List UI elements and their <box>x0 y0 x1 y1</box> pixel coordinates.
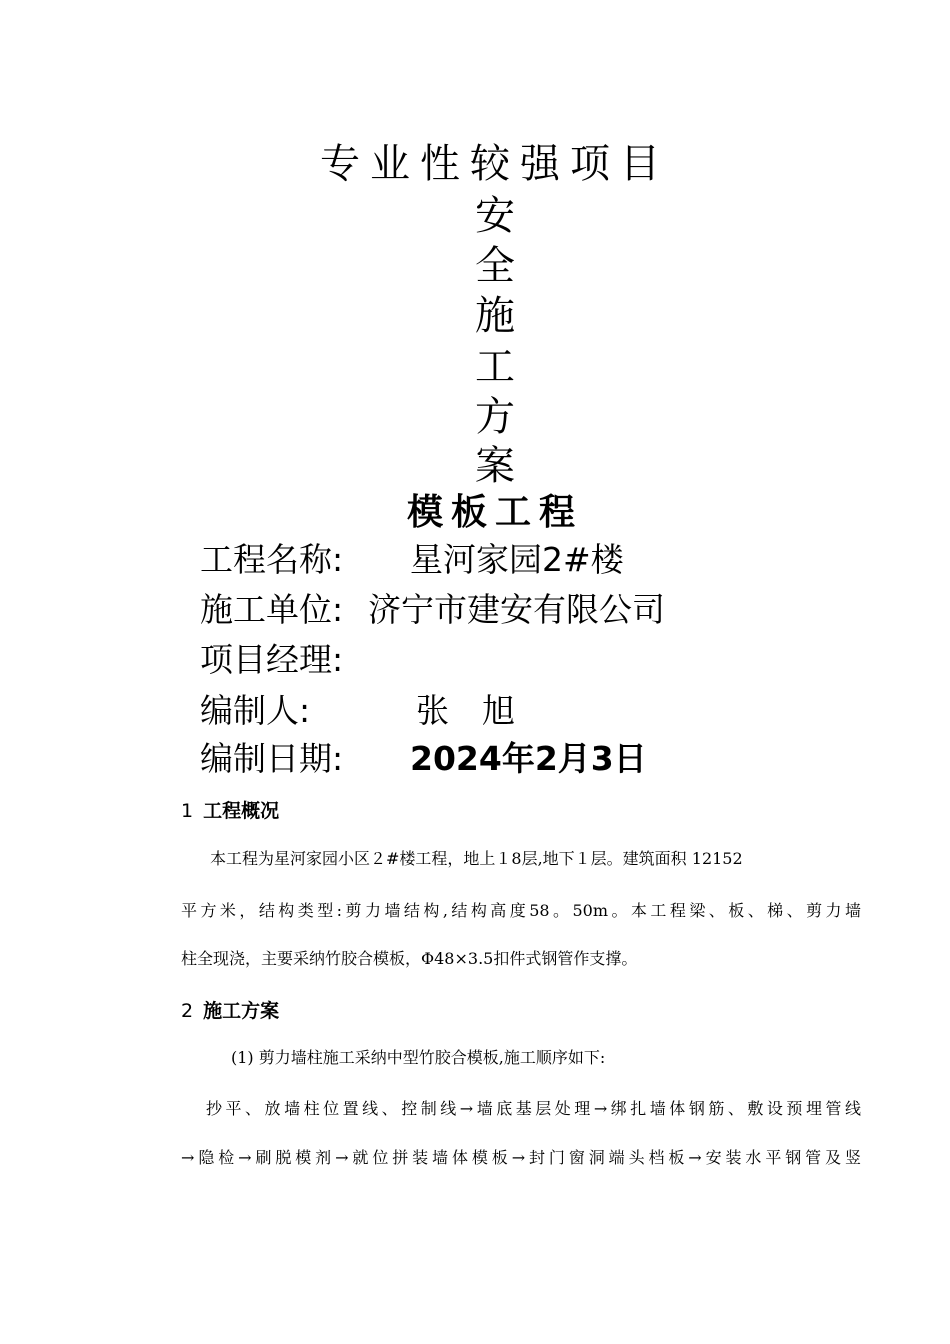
title-vertical-char: 安 <box>475 193 515 239</box>
info-value: 济宁市建安有限公司 <box>368 590 665 629</box>
title-vertical-char: 施 <box>475 293 515 339</box>
title-vertical-char: 方 <box>475 394 515 440</box>
info-label: 工程名称: <box>200 540 344 579</box>
info-label: 项目经理: <box>200 640 344 679</box>
info-value: 张 旭 <box>416 691 515 730</box>
title-vertical-char: 案 <box>475 443 515 489</box>
info-label: 编制日期: <box>200 739 344 778</box>
paragraph-line: 平方米，结构类型:剪力墙结构,结构高度58。50m。本工程梁、板、梯、剪力墙 <box>181 901 861 920</box>
section-number: 2 <box>181 1000 194 1022</box>
paragraph-line: 柱全现浇，主要采纳竹胶合模板，Φ48×3.5扣件式钢管作支撑。 <box>181 949 638 968</box>
info-row-construction-unit <box>200 586 665 634</box>
info-row-compile-date <box>200 735 647 783</box>
section-number: 1 <box>181 800 194 822</box>
section-heading <box>181 798 279 824</box>
paragraph-line: →隐检→刷脱模剂→就位拼装墙体模板→封门窗洞端头档板→安装水平钢管及竖 <box>181 1148 861 1167</box>
section-title: 施工方案 <box>203 1000 280 1022</box>
document-subtitle: 模板工程 <box>406 492 583 533</box>
info-row-compiler <box>200 687 515 735</box>
info-value: 星河家园2#楼 <box>410 540 624 579</box>
title-vertical-char: 全 <box>475 243 515 289</box>
paragraph-line: (1) 剪力墙柱施工采纳中型竹胶合模板,施工顺序如下: <box>231 1048 606 1067</box>
section-title: 工程概况 <box>203 800 280 822</box>
document-title: 专业性较强项目 <box>320 141 670 187</box>
info-label: 编制人: <box>200 691 311 730</box>
info-row-project-manager <box>200 636 343 684</box>
paragraph-line: 抄平、放墙柱位置线、控制线→墙底基层处理→绑扎墙体钢筋、敷设预埋管线 <box>206 1099 861 1118</box>
info-value: 2024年2月3日 <box>410 739 647 778</box>
info-label: 施工单位: <box>200 590 344 629</box>
paragraph-line: 本工程为星河家园小区２#楼工程，地上１8层,地下１层。建筑面积 12152 <box>210 849 743 868</box>
title-vertical-char: 工 <box>475 344 515 390</box>
info-row-project-name <box>200 536 624 584</box>
section-heading <box>181 998 279 1024</box>
